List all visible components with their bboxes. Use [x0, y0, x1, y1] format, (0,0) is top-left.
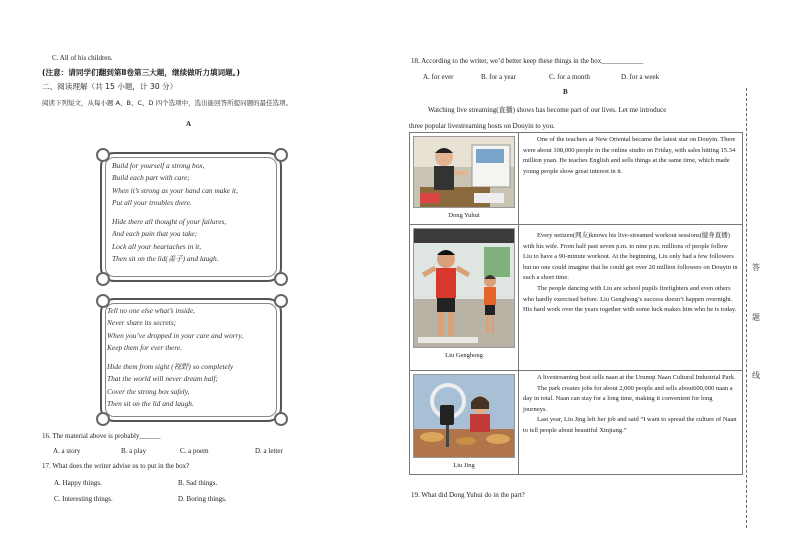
table-row [410, 371, 743, 475]
poem-line: When you’ve dropped in your care and worry, [107, 330, 244, 340]
liu-jing-photo [413, 374, 515, 458]
photo-cell [410, 225, 519, 371]
frame-ornament-icon [96, 148, 110, 162]
photo-cell [410, 133, 519, 225]
hosts-table [409, 132, 743, 475]
q17-option-b[interactable]: B. Sad things. [178, 479, 218, 487]
section-title: 二、阅读理解（共 15 小题，计 30 分） [42, 82, 178, 91]
poem-line: Put all your troubles there. [112, 197, 192, 207]
host-text-cell [519, 371, 743, 475]
q17-option-c[interactable]: C. Interesting things. [54, 495, 113, 503]
q16-option-d[interactable]: D. a letter [255, 447, 283, 455]
q19-stem: 19. What did Dong Yuhui do in the part? [411, 491, 525, 499]
poem-line: Cover the strong box safely, [107, 386, 190, 396]
q16-option-c[interactable]: C. a poem [180, 447, 209, 455]
passage-b-intro-line2: three popular livestreaming hosts on Douyin to you. [409, 122, 555, 130]
host-name-liu-jing: Liu Jing [453, 462, 475, 469]
photo-cell [410, 371, 519, 475]
poem-line: Build each part with care; [112, 173, 190, 183]
poem-line: Hide there all thought of your failures, [112, 217, 227, 227]
host-text-cell [519, 225, 743, 371]
poem-line: Keep them for ever there. [107, 342, 183, 352]
poem-line: When it’s strong as your hand can make it, [112, 185, 238, 195]
poem-stanza-1 [112, 160, 238, 265]
frame-ornament-icon [274, 294, 288, 308]
q18-option-d[interactable]: D. for a week [621, 73, 660, 81]
passage-b-intro-line1: Watching live streaming(直播) shows has become part of our lives. Let me introduce [428, 106, 667, 114]
poem-line: Lock all your heartaches in it, [112, 241, 202, 251]
instruction: 阅读下列短文，从每小题 A、B、C、D 四个选项中，选出能回答所提问题的最佳选项。 [42, 99, 293, 107]
host-name-dong: Dong Yuhui [448, 212, 480, 219]
q17-stem: 17. What does the writer advise us to put in the box? [42, 462, 190, 470]
q17-option-d[interactable]: D. Boring things. [178, 495, 227, 503]
frame-ornament-icon [274, 412, 288, 426]
poem-line: And each pain that you take; [112, 229, 198, 239]
margin-label-1: 答 [752, 263, 760, 272]
paragraph: One of the teachers at New Oriental became the latest star on Douyin. There were about 108,000 people in the online studio on Friday, with sales hitting 15.34 million yuan. He teaches English and sells things at the same time, which made young people show great interest in it. [523, 136, 736, 175]
poem-line: That the world will never dream half; [107, 374, 218, 384]
poem-line: Then sit on the lid and laugh. [107, 399, 194, 409]
poem-line: Then sit on the lid(盖子) and laugh. [112, 254, 219, 264]
q18-stem: 18. According to the writer, we’d better keep these things in the box____________ [411, 57, 644, 65]
frame-ornament-icon [96, 412, 110, 426]
dong-yuhui-photo [413, 136, 515, 208]
frame-ornament-icon [274, 148, 288, 162]
poem-line: Tell no one else what’s inside, [107, 306, 195, 315]
host-text-cell [519, 133, 743, 225]
poem-line: Hide them from sight (视野) so completely [107, 362, 234, 372]
paragraph: The park creates jobs for about 2,000 people and sells about600,000 naan a day in total. Naan can stay for a long time, making it convenient for long journeys. [523, 384, 733, 413]
paragraph: The people dancing with Liu are school pupils firefighters and even others who hardly exercised before. Liu Genghong’s success doesn’t happen overnight. His hard work over the years together with some luck makes him who he is today. [523, 284, 737, 314]
table-row [410, 225, 743, 371]
host-paragraphs [519, 225, 742, 316]
frame-ornament-icon [96, 272, 110, 286]
poem-stanza-2 [107, 305, 243, 410]
binding-dashed-line [746, 88, 747, 528]
notice: (注意：请同学们翻到第Ⅱ卷第三大题，继续做听力填词题。) [42, 68, 240, 77]
q18-option-a[interactable]: A. for ever [423, 73, 454, 81]
host-name-liu-genghong: Liu Genghong [445, 352, 483, 359]
margin-label-3: 线 [752, 371, 760, 380]
liu-genghong-photo [413, 228, 515, 348]
q18-option-b[interactable]: B. for a year [481, 73, 516, 81]
paragraph: A livestreaming host sells naan at the Urumqi Naan Cultural Industrial Park. [537, 374, 736, 381]
host-paragraphs [519, 371, 742, 437]
table-row [410, 133, 743, 225]
option-c-previous: C. All of his children. [52, 54, 113, 62]
frame-ornament-icon [274, 272, 288, 286]
passage-a-label: A [186, 120, 192, 128]
poem-line: Build for yourself a strong box, [112, 161, 205, 170]
q16-option-b[interactable]: B. a play [121, 447, 147, 455]
margin-label-2: 题 [752, 313, 760, 322]
paragraph: Last year, Liu Jing left her job and said “I want to spread the culture of Naan to tell people about beautiful Xinjiang.” [523, 416, 737, 434]
q18-option-c[interactable]: C. for a month [549, 73, 590, 81]
passage-b-label: B [563, 88, 568, 96]
q16-option-a[interactable]: A. a story [53, 447, 81, 455]
host-paragraphs [519, 133, 742, 177]
q17-option-a[interactable]: A. Happy things. [54, 479, 102, 487]
q16-stem: 16. The material above is probably______ [42, 432, 161, 440]
paragraph: Every netizen(网友)knows his live-streamed workout sessions(健身直播) with his wife. From half past seven p.m. to nine p.m. millions of people follow Liu to have a 90-minute workout. At the beginning, Liu only had a few followers but no one could imagine that he could get over 20 million followers on Douyin in such a short time. [523, 232, 738, 282]
poem-line: Never share its secrets; [107, 318, 177, 328]
